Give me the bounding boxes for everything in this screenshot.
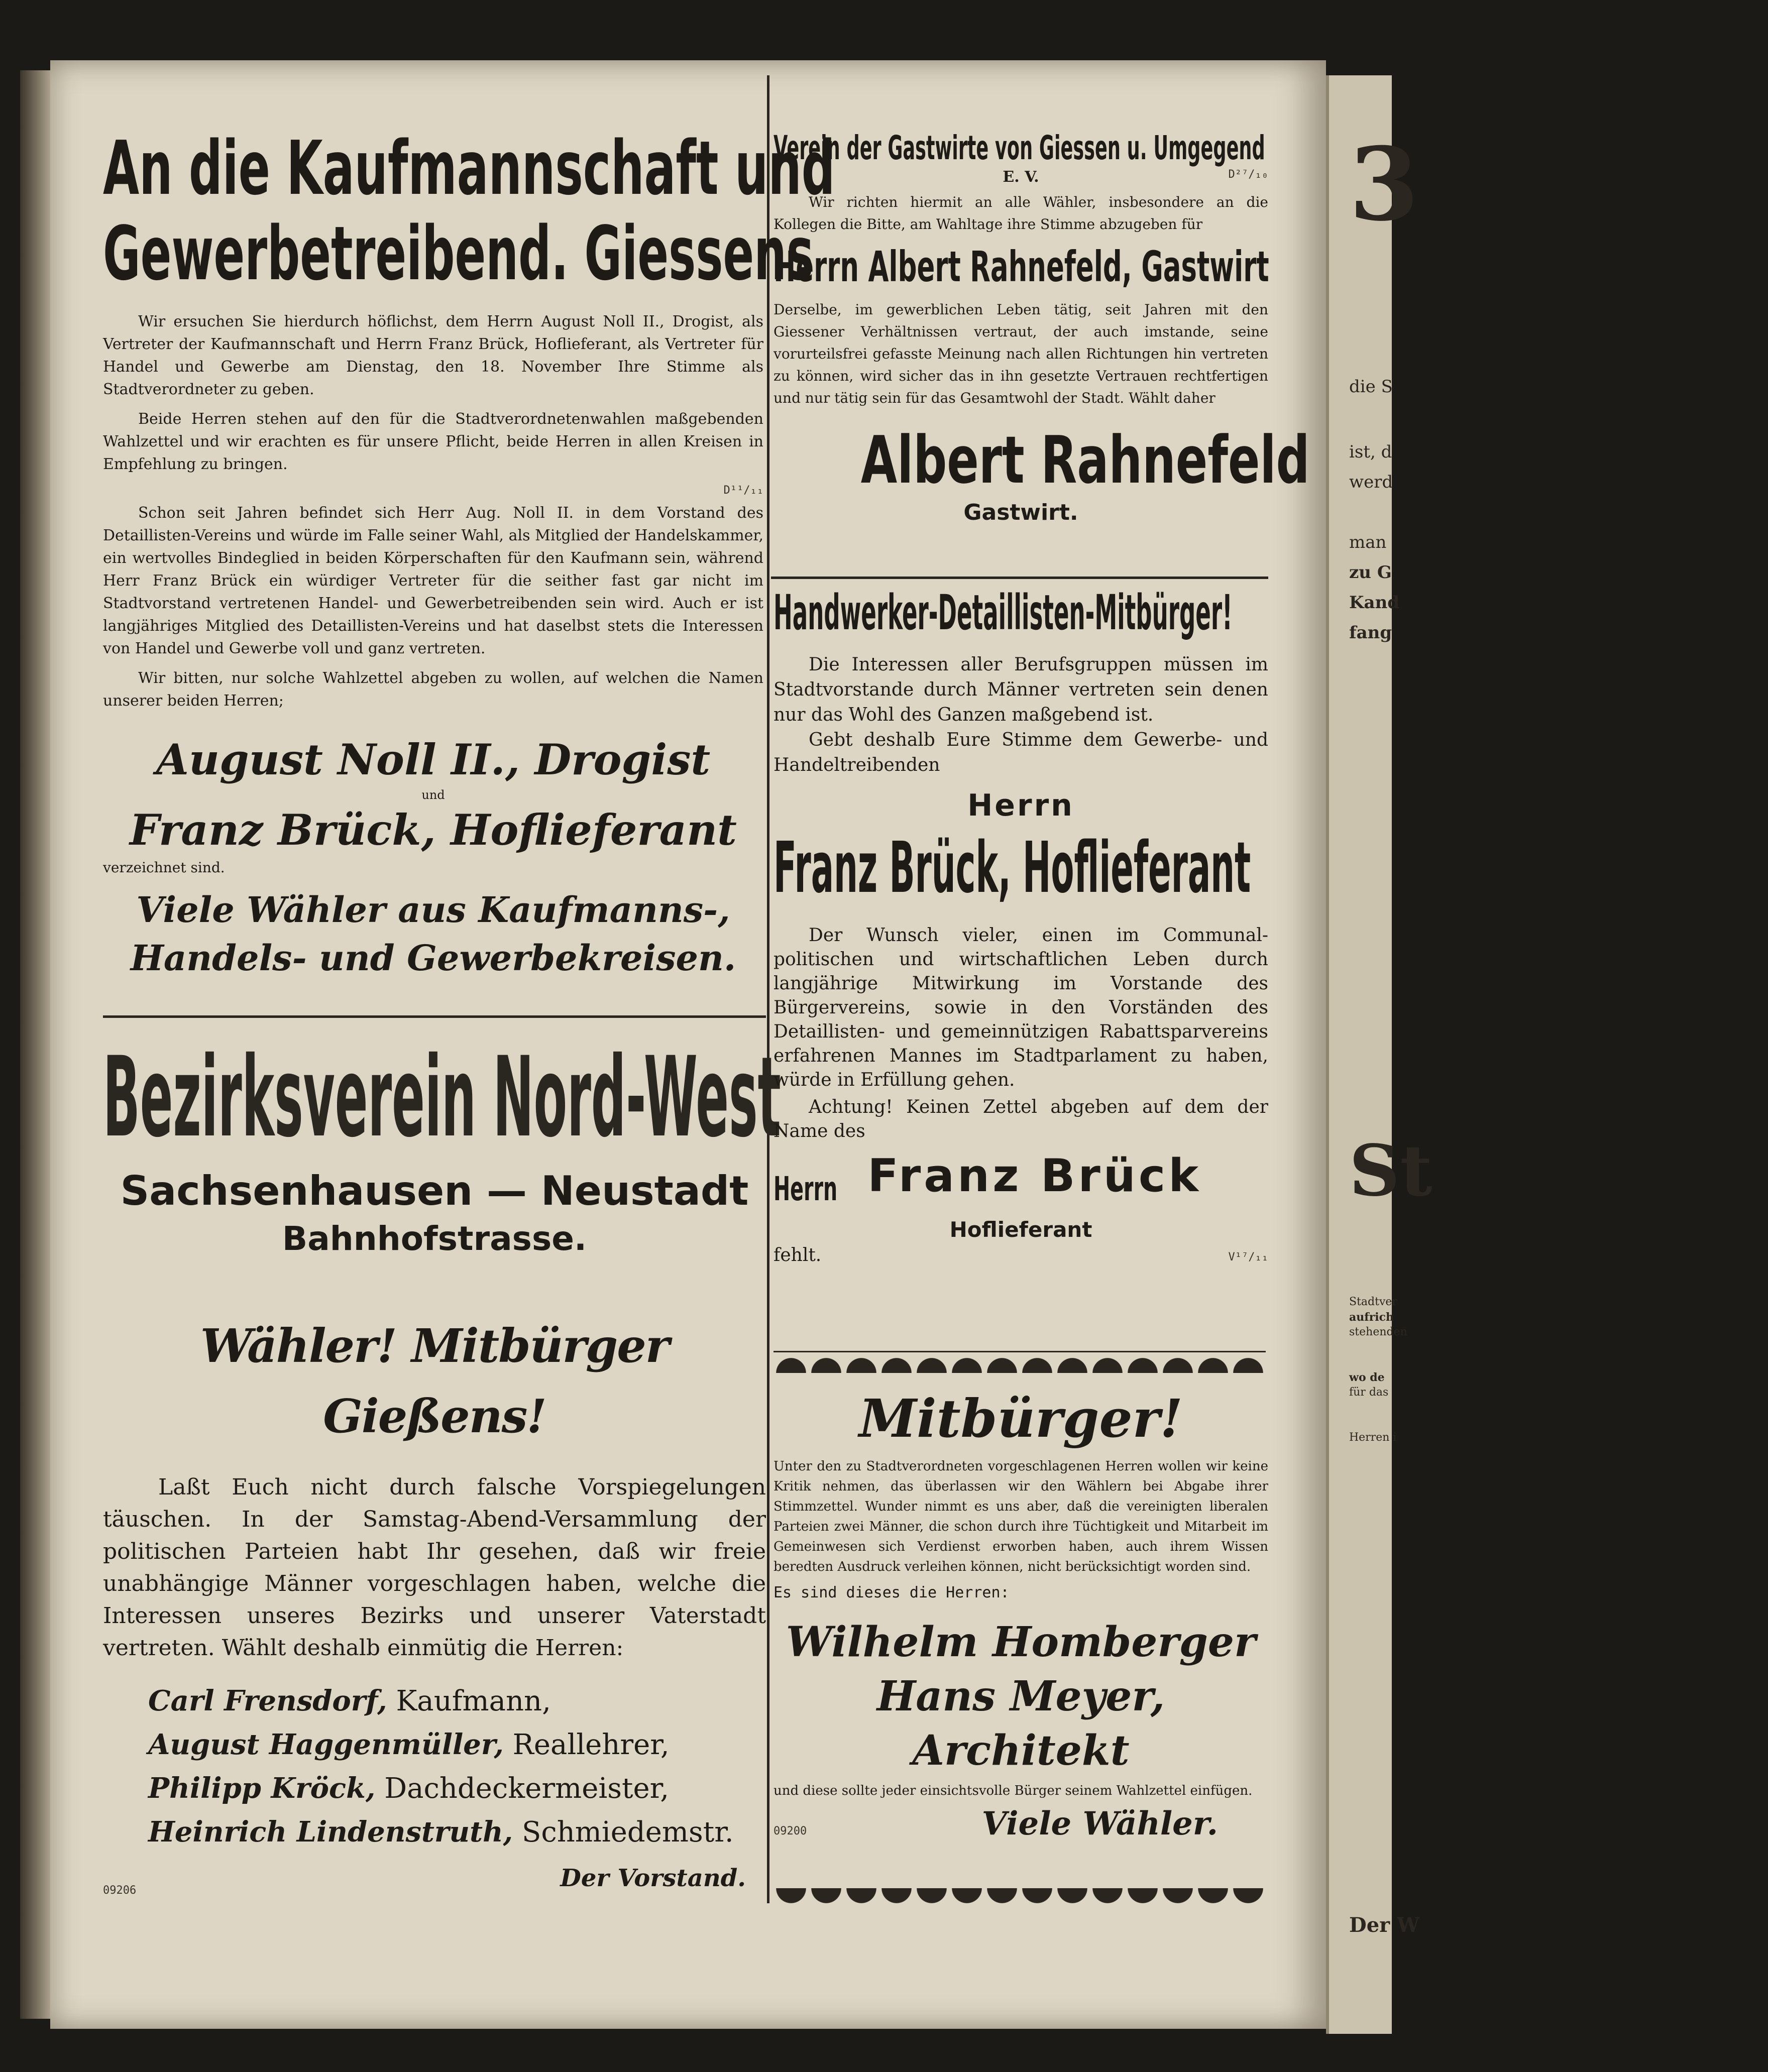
next-page-edge <box>1326 75 1432 2034</box>
ad6-headline: Mitbürger! <box>858 1388 1183 1449</box>
rule-right-1 <box>771 577 1268 579</box>
ad4-ev: E. V. <box>1003 168 1039 186</box>
ad-mitbuerger <box>774 1386 1268 1883</box>
ad-bezirksverein <box>103 1033 781 1296</box>
ad5-fehlt: fehlt. <box>774 1244 822 1265</box>
next-page-fragment: werd <box>1349 472 1393 492</box>
ad6-footer: und diese sollte jeder einsichtsvolle Bürger seinem Wahlzettel einfügen. <box>774 1783 1253 1798</box>
ad5-text-4: Achtung! Keinen Zettel abgeben auf dem der Name des <box>774 1097 1268 1141</box>
next-page-fragment: Der W <box>1349 1913 1420 1937</box>
ad4-text: Derselbe, im gewerblichen Leben tätig, seit Jahren mit den Giessener Verhältnissen vertraut, der auch imstande, seine vorurteilsfrei gefasste Meinung nach allen Richtungen hin vertreten zu können, wird sicher das in ihn gesetzte Vertrauen rechtfertigen und nur tätig sein für das Gesamtwohl der Stadt. Wählt daher <box>774 301 1268 406</box>
ad-gastwirte <box>774 128 1310 570</box>
next-page-fragment: wo de <box>1349 1371 1385 1384</box>
ad6-text: Unter den zu Stadtverordneten vorgeschlagenen Herren wollen wir keine Kritik nehmen, das überlassen wir den Wählern bei Abgabe ihrer Stimmzettel. Wunder nimmt es uns aber, daß die vereinigten liberalen Parteien zwei Männer, die schon durch ihre Tüchtigkeit und Mitarbeit im Gemeinwesen sich Verdienst erworben haben, auch ihrem Wissen beredten Ausdruck verleihen können, nicht berücksichtigt worden sind. <box>774 1459 1268 1574</box>
ad5-headline: Handwerker-Detaillisten-Mitbürger! <box>774 585 1233 641</box>
ad-waehler-mitbuerger <box>103 1311 766 1903</box>
ad4-code: D²⁷/₁₀ <box>1228 168 1268 181</box>
next-page-fragment: 3 <box>1349 126 1419 244</box>
next-page-fragment: die S <box>1349 377 1393 397</box>
ad3-candidate-1: Carl Frensdorf, Kaufmann, <box>148 1684 551 1717</box>
ad4-headline: Verein der Gastwirte von Giessen u. Umgegend <box>774 129 1265 167</box>
next-page-fragment: stehenden <box>1349 1326 1407 1338</box>
next-page-fragment: Kand <box>1349 593 1400 613</box>
ornament-border-top <box>774 1356 1266 1373</box>
ad1-name-2: Franz Brück, Hoflieferant <box>130 805 737 855</box>
ad2-subtitle-1: Sachsenhausen — Neustadt <box>120 1168 749 1214</box>
ad1-und: und <box>421 788 445 802</box>
ad1-code: D¹¹/₁₁ <box>723 484 763 497</box>
ad4-job: Gastwirt. <box>963 500 1078 525</box>
ad3-code: 09206 <box>103 1884 137 1897</box>
ad5-job-2: Hoflieferant <box>949 1217 1092 1242</box>
next-page-fragment: St <box>1349 1130 1432 1212</box>
ad1-paragraph-4: Wir bitten, nur solche Wahlzettel abgeben zu wollen, auf welchen die Namen unserer beiden Herren; <box>103 669 763 710</box>
ad2-headline: Bezirksverein Nord-West <box>103 1033 781 1162</box>
ad5-name-2: Franz Brück <box>867 1149 1202 1202</box>
ad1-paragraph-2: Beide Herren stehen auf den für die Stadtverordnetenwahlen maßgebenden Wahlzettel und wir erachten es für unsere Pflicht, beide Herren in allen Kreisen in Empfehlung zu bringen. <box>103 410 763 473</box>
ad1-headline-2: Gewerbetreibend. Giessens <box>103 210 814 297</box>
ad1-paragraph-1: Wir ersuchen Sie hierdurch höflichst, dem Herrn August Noll II., Drogist, als Vertreter der Kaufmannschaft und Herrn Franz Brück, Hoflieferant, als Vertreter für Handel und Gewerbe am Dienstag, den 18. November Ihre Stimme als Stadtverordneter zu geben. <box>103 313 763 398</box>
ad-kaufmannschaft <box>103 125 835 1009</box>
ad1-verzeichnet: verzeichnet sind. <box>103 859 225 876</box>
ad4-herr: Herrn Albert Rahnefeld, Gastwirt <box>774 242 1269 291</box>
next-page-fragment: zu G <box>1349 562 1392 583</box>
ad5-name: Franz Brück, Hoflieferant <box>774 827 1251 909</box>
ad5-text-1: Die Interessen aller Berufsgruppen müssen im Stadtvorstande durch Männer vertreten sein denen nur das Wohl des Ganzen maßgebend ist. <box>774 654 1268 725</box>
ad1-paragraph-3: Schon seit Jahren befindet sich Herr Aug. Noll II. in dem Vorstand des Detaillisten-Vereins und würde im Falle seiner Wahl, als Mitglied der Handelskammer, ein wertvolles Bindeglied in beiden Körperschaften für den Kaufmann sein, während Herr Franz Brück ein würdiger Vertreter für die seither fast gar nicht im Stadtvorstand vertretenen Handel- und Gewerbetreibenden sein wird. Auch er ist langjähriges Mitglied des Detaillisten-Vereins und hat daselbst stets die Interessen von Handel und Gewerbe voll und ganz vertreten. <box>103 504 763 657</box>
ad1-signature-1: Viele Wähler aus Kaufmanns-, <box>136 889 730 931</box>
next-page-fragment: ist, d <box>1349 442 1392 462</box>
ad3-candidate-2: August Haggenmüller, Reallehrer, <box>148 1728 670 1761</box>
ad3-candidate-3: Philipp Kröck, Dachdeckermeister, <box>148 1772 670 1805</box>
ad6-name-1: Wilhelm Homberger <box>786 1618 1256 1666</box>
ad3-signature: Der Vorstand. <box>560 1864 746 1892</box>
ad5-herrn-2: Herrn <box>774 1169 838 1208</box>
rule-left-1 <box>103 1015 766 1018</box>
next-page-fragment: Stadtver <box>1349 1296 1397 1308</box>
next-page-fragment: Herren i <box>1349 1431 1397 1444</box>
next-page-fragment: für das <box>1349 1386 1389 1399</box>
ad-handwerker <box>774 585 1268 1348</box>
ad5-text-2: Gebt deshalb Eure Stimme dem Gewerbe- und Handeltreibenden <box>774 730 1268 775</box>
ad4-name: Albert Rahnefeld <box>860 422 1310 498</box>
ad3-text: Laßt Euch nicht durch falsche Vorspiegelungen täuschen. In der Samstag-Abend-Versammlung der politischen Parteien habt Ihr gesehen, daß wir freie unabhängige Männer vorgeschlagen haben, welche die Interessen unseres Bezirks und unserer Vaterstadt vertreten. Wählt deshalb einmütig die Herren: <box>103 1474 766 1661</box>
ad1-headline-1: An die Kaufmannschaft und <box>103 125 835 211</box>
ad5-text-3: Der Wunsch vieler, einen im Communal-politischen und wirtschaftlichen Leben durch langjährige Mitwirkung im Vorstande des Bürgervereins, sowie in den Vorständen des Detaillisten- und gemeinnützigen Rabattsparvereins erfahrenen Mannes im Stadtparlament zu haben, würde in Erfüllung gehen. <box>774 925 1268 1090</box>
ad3-candidate-4: Heinrich Lindenstruth, Schmiedemstr. <box>148 1815 734 1849</box>
rule-right-2 <box>774 1351 1266 1352</box>
ad6-code: 09200 <box>774 1825 807 1837</box>
ad6-signature: Viele Wähler. <box>981 1805 1218 1843</box>
ad2-subtitle-2: Bahnhofstrasse. <box>282 1219 587 1258</box>
ad1-name-1: August Noll II., Drogist <box>156 735 711 784</box>
ad5-herrn: Herrn <box>967 788 1074 823</box>
next-page-fragment: aufrich <box>1349 1311 1394 1324</box>
next-page-fragment: man <box>1349 532 1387 552</box>
column-divider <box>767 75 769 1903</box>
ad5-code: V¹⁷/₁₁ <box>1228 1250 1268 1263</box>
ad6-es-sind: Es sind dieses die Herren: <box>774 1584 1010 1601</box>
next-page-fragment: fang <box>1349 623 1392 643</box>
ad3-headline: Wähler! Mitbürger Gießens! <box>200 1319 669 1443</box>
ad1-signature-2: Handels- und Gewerbekreisen. <box>130 937 736 979</box>
ornament-border-bottom <box>774 1888 1266 1905</box>
ad4-intro: Wir richten hiermit an alle Wähler, insbesondere an die Kollegen die Bitte, am Wahltage ihre Stimme abzugeben für <box>774 194 1268 233</box>
ad6-name-2: Hans Meyer, Architekt <box>876 1672 1165 1775</box>
